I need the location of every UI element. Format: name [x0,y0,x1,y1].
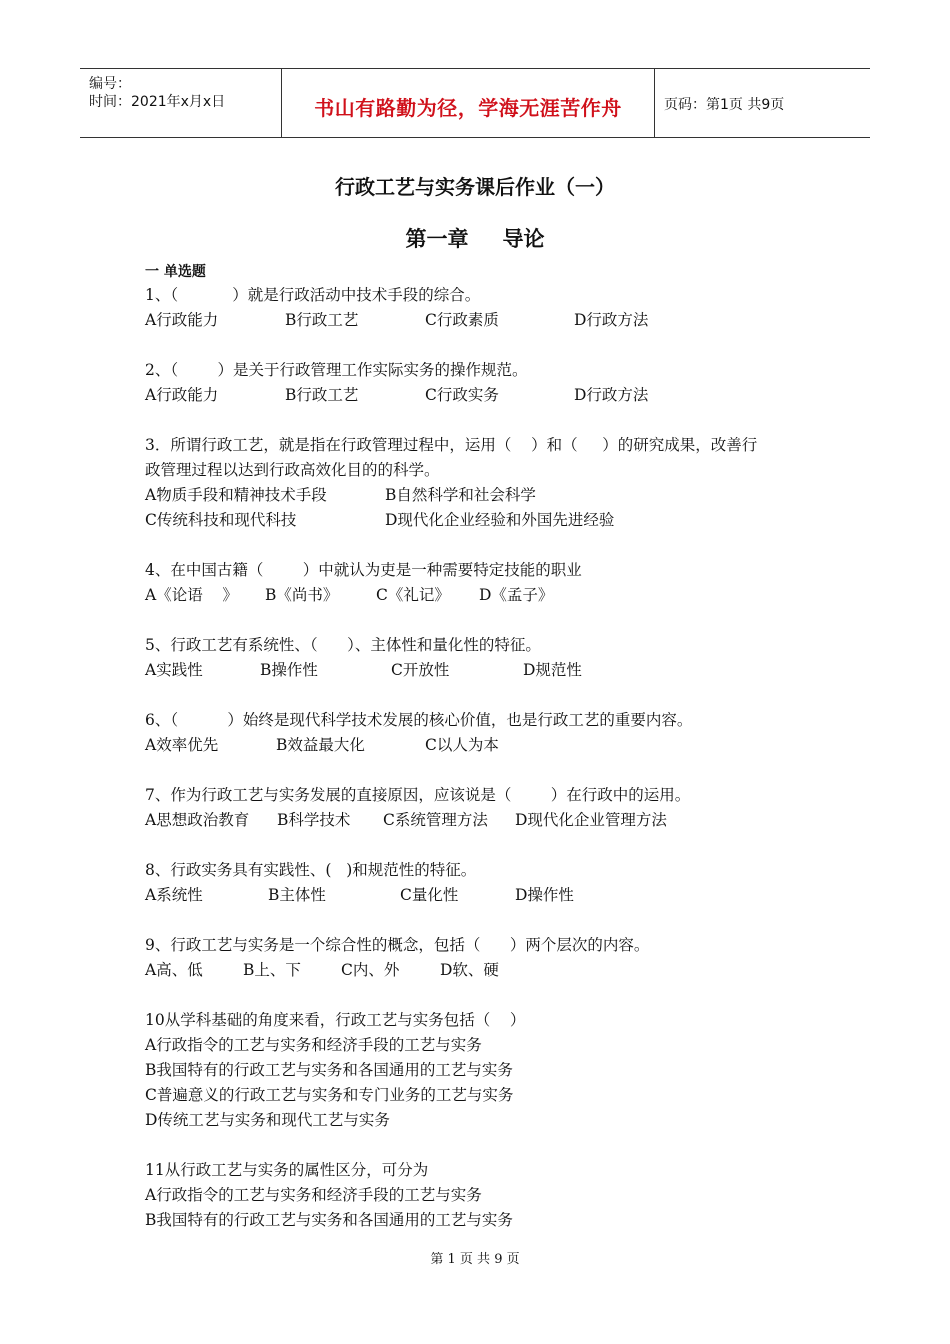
question-item [145,858,825,908]
answer-option: C开放性 [391,661,450,679]
number-label: 编号： [89,76,131,92]
question-stem: 8、行政实务具有实践性、( )和规范性的特征。 [145,861,477,879]
answer-option: C以人为本 [425,736,499,754]
answer-option: D现代化企业经验和外国先进经验 [385,511,615,529]
time-label: 时间：2021年x月x日 [89,94,226,110]
document-header [80,68,870,138]
question-item [145,558,825,608]
answer-option: B行政工艺 [285,386,359,404]
question-stem: 7、作为行政工艺与实务发展的直接原因，应该说是（ ）在行政中的运用。 [145,786,691,804]
answer-option: D行政方法 [574,386,649,404]
answer-option: D传统工艺与实务和现代工艺与实务 [145,1111,390,1129]
chapter-number: 第一章 [405,227,469,251]
answer-option: A物质手段和精神技术手段 [145,486,327,504]
answer-option: A行政能力 [145,386,219,404]
question-item [145,358,825,408]
option-row [145,658,825,683]
option-row [145,733,825,758]
question-stem: 政管理过程以达到行政高效化目的的科学。 [145,461,440,479]
answer-option: C系统管理方法 [383,811,488,829]
chapter-name: 导论 [502,227,545,251]
answer-option: D现代化企业管理方法 [515,811,667,829]
question-item [145,433,825,533]
answer-option: B自然科学和社会科学 [385,486,536,504]
answer-option: B《尚书》 [265,586,339,604]
question-stem: 3．所谓行政工艺，就是指在行政管理过程中，运用（ ）和（ ）的研究成果，改善行 [145,436,758,454]
answer-option: D操作性 [515,886,574,904]
question-item [145,708,825,758]
option-row [145,583,825,608]
question-stem: 6、（ ）始终是现代科学技术发展的核心价值，也是行政工艺的重要内容。 [145,711,693,729]
header-motto-cell [281,69,655,137]
document-title: 行政工艺与实务课后作业（一） [335,175,615,199]
answer-option: C普遍意义的行政工艺与实务和专门业务的工艺与实务 [145,1086,514,1104]
answer-option: D《孟子》 [479,586,554,604]
question-item [145,933,825,983]
answer-option: D行政方法 [574,311,649,329]
question-stem: 11从行政工艺与实务的属性区分，可分为 [145,1161,429,1179]
question-stem: 9、行政工艺与实务是一个综合性的概念，包括（ ）两个层次的内容。 [145,936,650,954]
question-stem: 5、行政工艺有系统性、（ ）、主体性和量化性的特征。 [145,636,541,654]
answer-option: A《论语 》 [145,586,238,604]
chapter-heading [0,223,950,253]
answer-option: B行政工艺 [285,311,359,329]
question-item [145,783,825,833]
answer-option: A行政能力 [145,311,219,329]
answer-option: D规范性 [523,661,582,679]
option-row [145,383,825,408]
header-meta-cell [80,69,280,137]
page-code: 页码：第1页 共9页 [664,97,785,113]
question-stem: 4、在中国古籍（ ）中就认为吏是一种需要特定技能的职业 [145,561,582,579]
option-row [145,508,825,533]
answer-option: B我国特有的行政工艺与实务和各国通用的工艺与实务 [145,1211,513,1229]
answer-option: C传统科技和现代科技 [145,511,297,529]
section-heading: 一 单选题 [145,264,206,280]
question-item [145,1008,825,1133]
question-item [145,1158,825,1233]
answer-option: C行政实务 [425,386,499,404]
answer-option: C行政素质 [425,311,499,329]
option-row [145,808,825,833]
question-stem: 2、（ ）是关于行政管理工作实际实务的操作规范。 [145,361,528,379]
question-list [145,283,825,1258]
header-page-cell [654,69,870,137]
option-row [145,308,825,333]
question-stem: 10从学科基础的角度来看，行政工艺与实务包括（ ） [145,1011,526,1029]
answer-option: A实践性 [145,661,203,679]
answer-option: D软、硬 [440,961,499,979]
question-stem: 1、（ ）就是行政活动中技术手段的综合。 [145,286,481,304]
motto: 书山有路勤为径，学海无涯苦作舟 [314,96,622,120]
question-item [145,283,825,333]
option-row [145,883,825,908]
answer-option: A思想政治教育 [145,811,250,829]
page-footer: 第 1 页 共 9 页 [430,1252,520,1267]
option-row [145,958,825,983]
answer-option: A高、低 [145,961,203,979]
answer-option: A行政指令的工艺与实务和经济手段的工艺与实务 [145,1186,482,1204]
answer-option: C《礼记》 [376,586,450,604]
answer-option: C量化性 [400,886,459,904]
answer-option: B效益最大化 [276,736,365,754]
answer-option: A行政指令的工艺与实务和经济手段的工艺与实务 [145,1036,482,1054]
answer-option: A系统性 [145,886,203,904]
answer-option: B操作性 [260,661,318,679]
answer-option: C内、外 [341,961,400,979]
question-item [145,633,825,683]
option-row [145,483,825,508]
answer-option: B科学技术 [277,811,351,829]
answer-option: B我国特有的行政工艺与实务和各国通用的工艺与实务 [145,1061,513,1079]
answer-option: B主体性 [268,886,326,904]
answer-option: B上、下 [243,961,301,979]
answer-option: A效率优先 [145,736,219,754]
